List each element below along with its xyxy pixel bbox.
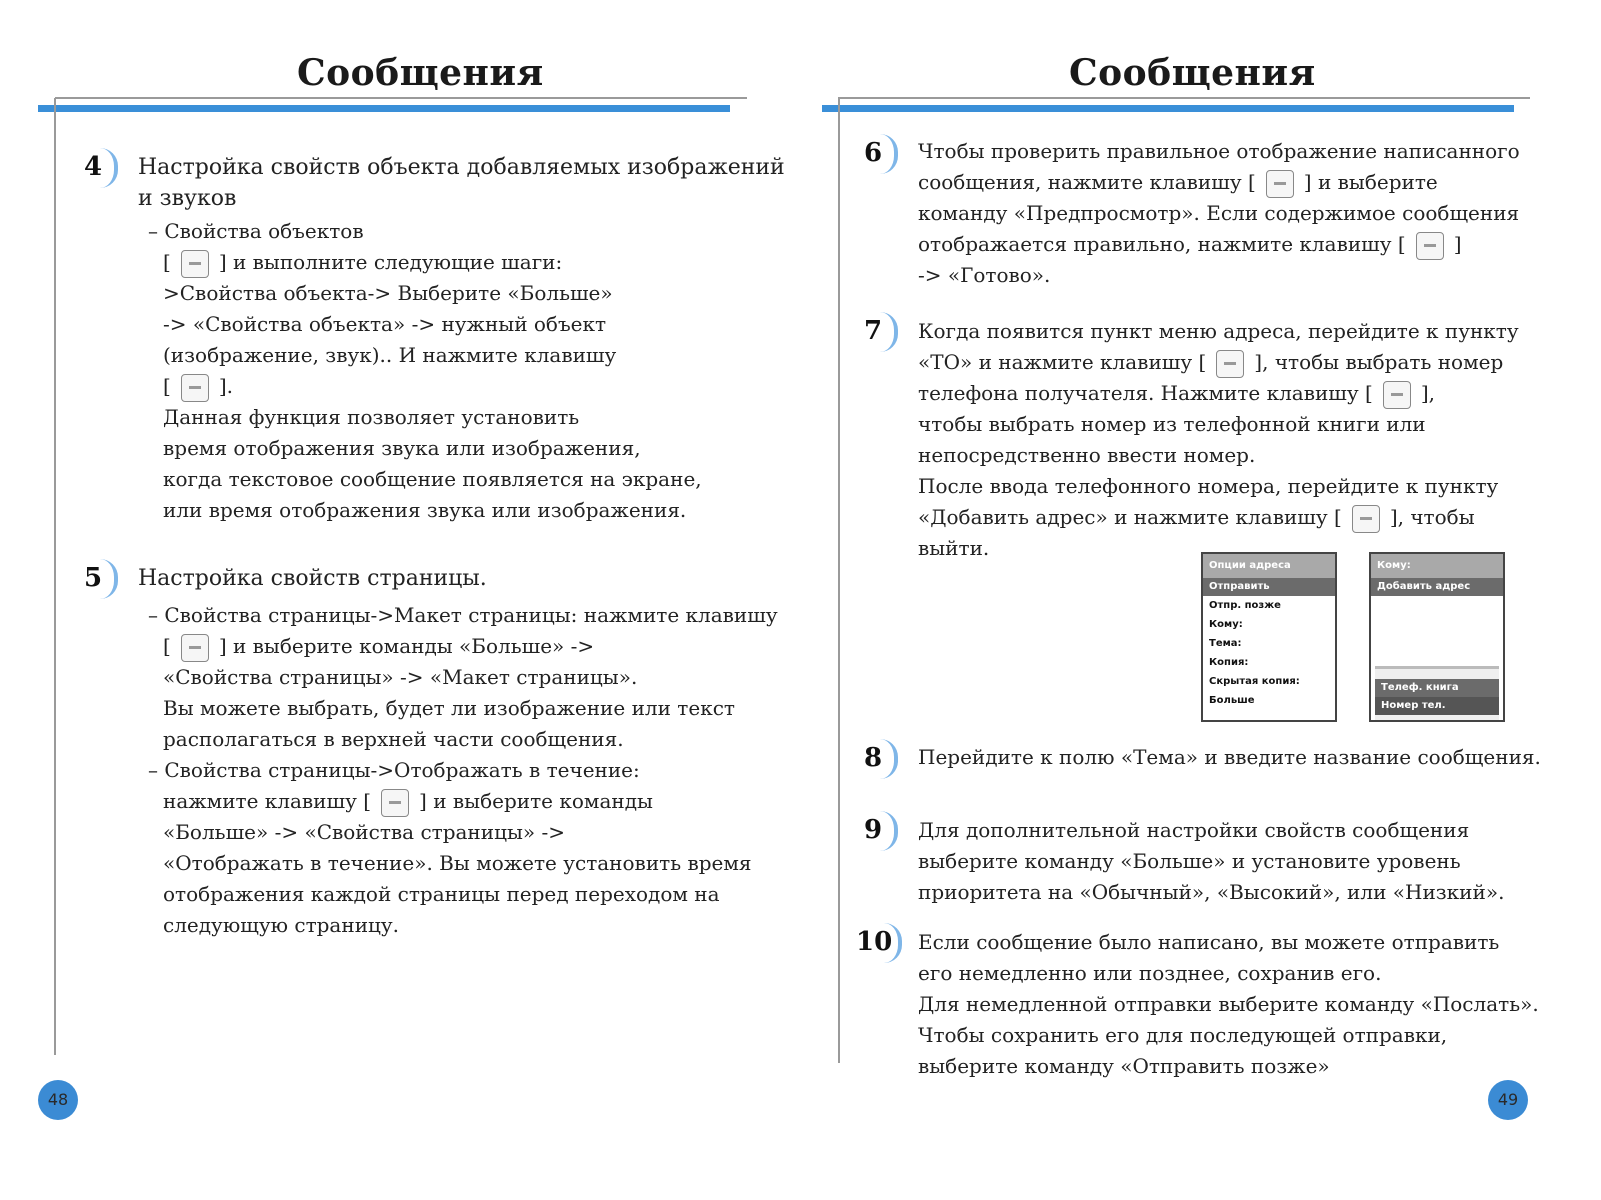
step-bracket-icon: [880, 811, 898, 851]
step-body: Чтобы проверить правильное отображение написанного сообщения, нажмите клавишу [ ] и выберите команду «Предпросмотр». Если содержимое сообщения отображается правильно, нажмите клавишу [ ] -> «Готово».: [918, 139, 1520, 287]
step-bracket-icon: [880, 134, 898, 174]
step-number: 7: [864, 316, 883, 346]
left-page: [0, 0, 790, 1200]
page-number-badge: 49: [1488, 1080, 1528, 1120]
menu-key-icon: [181, 634, 209, 662]
menu-key-icon: [1266, 170, 1294, 198]
step-body: – Свойства объектов [ ] и выполните следующие шаги: >Свойства объекта-> Выберите «Больше» -> «Свойства объекта» -> нужный объект (изображение, звук).. И нажмите клавишу [ ]. Данная функция позволяет установить время отображения звука или изображения, когда текстовое сообщение появляется на экране, или время отображения звука или изображения.: [148, 219, 702, 522]
right-page: [800, 0, 1601, 1200]
ok-key-icon: [181, 374, 209, 402]
step-bracket-icon: [880, 312, 898, 352]
ok-key-icon: [1352, 505, 1380, 533]
page-left-border: [54, 98, 56, 1055]
screen-selected-item: Добавить адрес: [1371, 578, 1503, 596]
header-rule-blue: [822, 105, 1514, 112]
ok-key-icon: [1216, 350, 1244, 378]
menu-key-icon: [1383, 381, 1411, 409]
screen-header: Опции адреса: [1203, 554, 1335, 578]
step-bracket-icon: [100, 148, 118, 188]
phone-screen-address-options: [1201, 552, 1337, 722]
header-rule-gray: [55, 97, 747, 99]
popup-item: Номер тел.: [1375, 697, 1499, 715]
header-rule-gray: [838, 97, 1530, 99]
phone-screen-to-field: [1369, 552, 1505, 722]
step-body: Когда появится пункт меню адреса, перейдите к пункту «TO» и нажмите клавишу [ ], чтобы выбрать номер телефона получателя. Нажмите клавишу [ ], чтобы выбрать номер из телефонной книги или непосредственно ввести номер. После ввода телефонного номера, перейдите к пункту «Добавить адрес» и нажмите клавишу [ ], чтобы выйти.: [918, 319, 1519, 560]
step-number: 9: [864, 815, 883, 845]
page-title: Сообщения: [1069, 52, 1316, 94]
popup-menu: [1375, 666, 1499, 721]
screen-selected-item: Отправить: [1203, 578, 1335, 596]
page-number-badge: 48: [38, 1080, 78, 1120]
menu-key-icon: [181, 250, 209, 278]
popup-selected-item: Телеф. книга: [1375, 679, 1499, 697]
step-number: 8: [864, 743, 883, 773]
step-body: Для дополнительной настройки свойств сообщения выберите команду «Больше» и установите уровень приоритета на «Обычный», «Высокий», или «Низкий».: [918, 818, 1505, 904]
screen-item: Кому:: [1209, 619, 1243, 630]
clr-key-icon: [1416, 232, 1444, 260]
step-bracket-icon: [880, 739, 898, 779]
step-body: Если сообщение было написано, вы можете отправить его немедленно или позднее, сохранив его. Для немедленной отправки выберите команду «Послать». Чтобы сохранить его для последующей отправки, выберите команду «Отправить позже»: [918, 930, 1539, 1078]
step-number: 6: [864, 138, 883, 168]
step-number: 10: [856, 927, 893, 957]
step-bracket-icon: [884, 923, 902, 963]
page-title: Сообщения: [297, 52, 544, 94]
screen-item: Скрытая копия:: [1209, 676, 1300, 687]
menu-key-icon: [381, 789, 409, 817]
step-heading: Настройка свойств страницы.: [138, 566, 487, 591]
step-heading: Настройка свойств объекта добавляемых изображений и звуков: [138, 155, 785, 211]
screen-header: Кому:: [1371, 554, 1503, 578]
screen-item: Тема:: [1209, 638, 1242, 649]
screen-item: Копия:: [1209, 657, 1249, 668]
step-bracket-icon: [100, 559, 118, 599]
screen-item: Больше: [1209, 695, 1255, 706]
step-number: 4: [84, 152, 103, 182]
screen-item: Отпр. позже: [1209, 600, 1281, 611]
step-body: – Свойства страницы->Макет страницы: нажмите клавишу [ ] и выберите команды «Больше» -> «Свойства страницы» -> «Макет страницы». Вы можете выбрать, будет ли изображение или текст располагаться в верхней части сообщения. – Свойства страницы->Отображать в течение: нажмите клавишу [ ] и выберите команды «Больше» -> «Свойства страницы» -> «Отображать в течение». Вы можете установить время отображения каждой страницы перед переходом на следующую страницу.: [148, 603, 778, 937]
page-left-border: [838, 98, 840, 1063]
step-number: 5: [84, 563, 103, 593]
step-body: Перейдите к полю «Тема» и введите название сообщения.: [918, 745, 1541, 769]
header-rule-blue: [38, 105, 730, 112]
